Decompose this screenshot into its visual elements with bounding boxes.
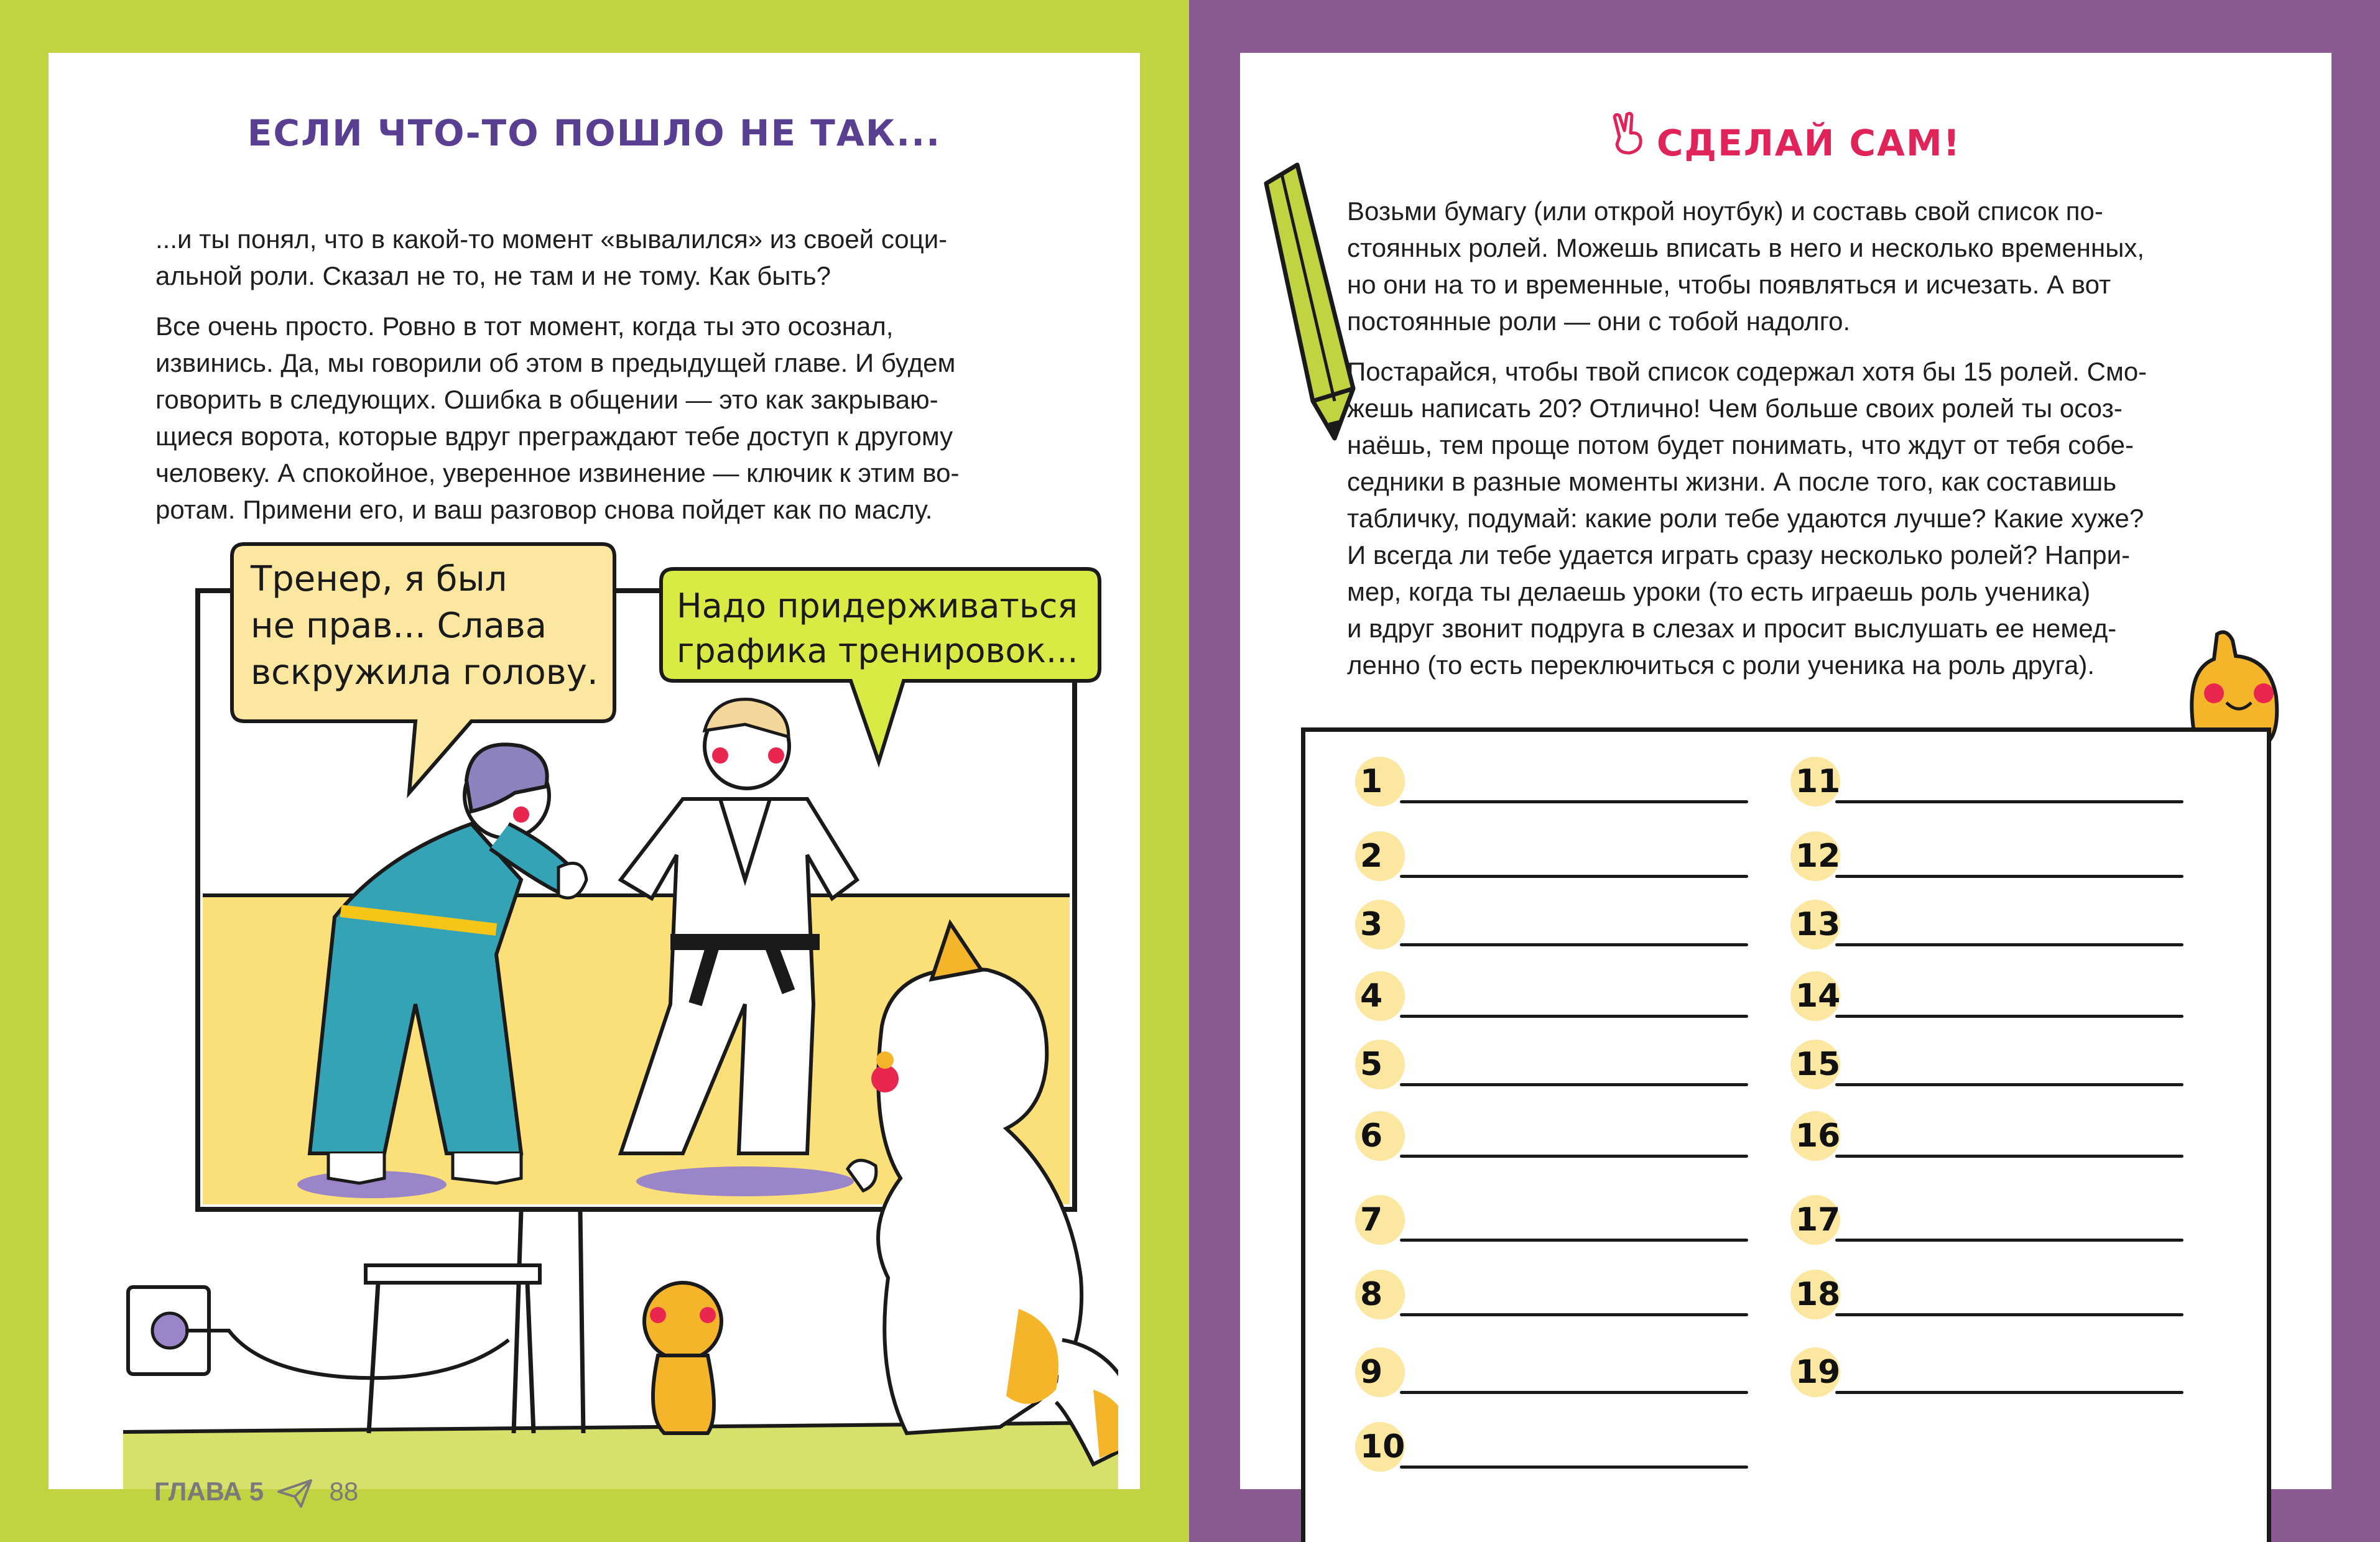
yellow-creature	[644, 1283, 721, 1433]
write-line[interactable]	[1835, 1155, 2183, 1158]
text-line: ленно (то есть переключиться с роли ученика на роль друга).	[1347, 650, 2095, 680]
text-line: наёшь, тем проще потом будет понимать, что ждут от тебя собе-	[1347, 430, 2134, 459]
write-line[interactable]	[1400, 1313, 1748, 1316]
write-line[interactable]	[1835, 875, 2183, 878]
text-line: И всегда ли тебе удается играть сразу несколько ролей? Напри-	[1347, 540, 2131, 570]
victory-hand-icon	[1611, 112, 1646, 164]
left-page	[49, 53, 1140, 1506]
write-line[interactable]	[1400, 1083, 1748, 1086]
list-number: 12	[1790, 831, 1840, 881]
text-line: альной роли. Сказал не то, не там и не тому. Как быть?	[155, 261, 831, 290]
bubble-left-line: не прав... Слава	[251, 606, 547, 646]
write-line[interactable]	[1835, 1239, 2183, 1242]
write-line[interactable]	[1400, 943, 1748, 946]
write-line[interactable]	[1400, 1391, 1748, 1394]
text-line: ротам. Примени его, и ваш разговор снова пойдет как по маслу.	[155, 495, 933, 524]
paper-plane-icon	[277, 1479, 312, 1508]
write-line[interactable]	[1400, 1155, 1748, 1158]
text-line: человеку. А спокойное, уверенное извинение — ключик к этим во-	[155, 458, 960, 487]
text-line: и вдруг звонит подруга в слезах и просит выслушать ее немед-	[1347, 614, 2117, 643]
write-line[interactable]	[1400, 1466, 1748, 1469]
text-line: ...и ты понял, что в какой-то момент «вывалился» из своей соци-	[155, 224, 948, 254]
text-line: седники в разные моменты жизни. А после того, как составишь	[1347, 467, 2117, 496]
write-line[interactable]	[1400, 1239, 1748, 1242]
list-number: 9	[1355, 1347, 1405, 1397]
write-line[interactable]	[1835, 1313, 2183, 1316]
left-paragraph-2	[155, 308, 959, 528]
list-number: 7	[1355, 1195, 1405, 1245]
write-line[interactable]	[1835, 1391, 2183, 1394]
right-paragraph-1	[1347, 193, 2147, 339]
text-line: стоянных ролей. Можешь вписать в него и несколько временных,	[1347, 233, 2145, 262]
page-footer	[154, 1477, 358, 1508]
list-number: 13	[1790, 900, 1840, 949]
chapter-label: ГЛАВА 5	[154, 1477, 264, 1506]
list-number: 1	[1355, 757, 1405, 806]
list-number: 6	[1355, 1111, 1405, 1161]
page-number: 88	[329, 1477, 359, 1506]
list-number: 15	[1790, 1040, 1840, 1089]
list-number: 2	[1355, 831, 1405, 881]
text-line: Возьми бумагу (или открой ноутбук) и составь свой список по-	[1347, 196, 2103, 226]
bubble-left-line: Тренер, я был	[251, 559, 507, 599]
text-line: жешь написать 20? Отлично! Чем больше своих ролей ты осоз-	[1347, 394, 2123, 423]
right-paragraph-2	[1347, 353, 2147, 683]
list-number: 4	[1355, 971, 1405, 1021]
right-heading-text: СДЕЛАЙ САМ!	[1656, 122, 1961, 164]
write-line[interactable]	[1835, 943, 2183, 946]
list-number: 3	[1355, 900, 1405, 949]
bubble-right-line: графика тренировок...	[677, 631, 1078, 670]
text-line: постоянные роли — они с тобой надолго.	[1347, 307, 1851, 336]
list-number: 17	[1790, 1195, 1840, 1245]
roles-list-sheet	[1301, 727, 2271, 1542]
write-line[interactable]	[1400, 875, 1748, 878]
write-line[interactable]	[1835, 1015, 2183, 1018]
text-line: табличку, подумай: какие роли тебе удаются лучше? Какие хуже?	[1347, 504, 2144, 533]
list-number: 16	[1790, 1111, 1840, 1161]
text-line: но они на то и временные, чтобы появляться и исчезать. А вот	[1347, 270, 2111, 299]
right-text	[1347, 193, 2147, 697]
list-number: 11	[1790, 757, 1840, 806]
text-line: Все очень просто. Ровно в тот момент, когда ты это осознал,	[155, 312, 894, 341]
write-line[interactable]	[1835, 1083, 2183, 1086]
left-heading: ЕСЛИ ЧТО-ТО ПОШЛО НЕ ТАК...	[247, 112, 942, 154]
write-line[interactable]	[1400, 1015, 1748, 1018]
text-line: Постарайся, чтобы твой список содержал хотя бы 15 ролей. Смо-	[1347, 357, 2147, 386]
left-paragraph-1	[155, 221, 959, 294]
comic-illustration	[123, 532, 1118, 1489]
pencil-icon	[1254, 159, 1359, 445]
bubble-left-line: вскружила голову.	[251, 652, 598, 693]
list-number: 14	[1790, 971, 1840, 1021]
list-number: 19	[1790, 1347, 1840, 1397]
text-line: извинись. Да, мы говорили об этом в предыдущей главе. И будем	[155, 348, 956, 377]
right-heading	[1240, 112, 2331, 164]
write-line[interactable]	[1835, 800, 2183, 803]
text-line: щиеся ворота, которые вдруг преграждают тебе доступ к другому	[155, 422, 953, 451]
list-number: 5	[1355, 1040, 1405, 1089]
left-text	[155, 221, 959, 542]
list-number: 10	[1355, 1422, 1405, 1472]
wall-outlet	[128, 1287, 509, 1378]
list-number: 8	[1355, 1270, 1405, 1319]
bubble-right-line: Надо придерживаться	[677, 586, 1078, 626]
list-number: 18	[1790, 1270, 1840, 1319]
text-line: говорить в следующих. Ошибка в общении — это как закрываю-	[155, 385, 938, 414]
text-line: мер, когда ты делаешь уроки (то есть играешь роль ученика)	[1347, 577, 2091, 606]
write-line[interactable]	[1400, 800, 1748, 803]
